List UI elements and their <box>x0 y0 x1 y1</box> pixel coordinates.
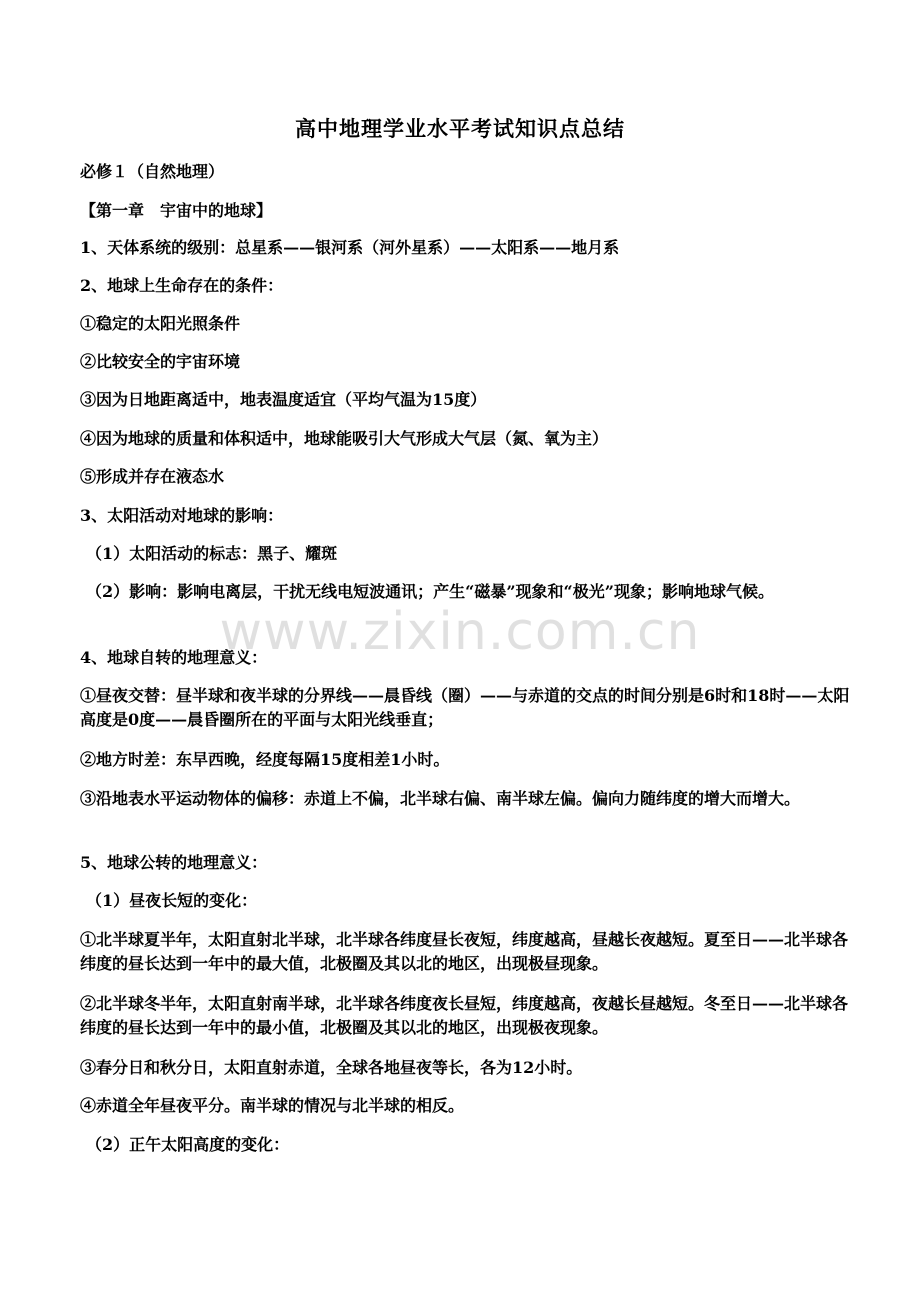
paragraph: ②比较安全的宇宙环境 <box>80 352 241 371</box>
paragraph: ③沿地表水平运动物体的偏移：赤道上不偏，北半球右偏、南半球左偏。偏向力随纬度的增大而增大。 <box>80 789 801 808</box>
paragraph: ⑤形成并存在液态水 <box>80 467 225 486</box>
paragraph: （1）太阳活动的标志：黑子、耀斑 <box>86 544 338 563</box>
paragraph: ③因为日地距离适中，地表温度适宜（平均气温为15度） <box>80 390 487 409</box>
subtitle: 必修１（自然地理） <box>80 162 225 181</box>
chapter-heading: 【第一章 宇宙中的地球】 <box>80 201 273 220</box>
paragraph: ④因为地球的质量和体积适中，地球能吸引大气形成大气层（氮、氧为主） <box>80 429 609 448</box>
paragraph: 3、太阳活动对地球的影响： <box>80 506 284 525</box>
paragraph: 1、天体系统的级别：总星系——银河系（河外星系）——太阳系——地月系 <box>80 238 620 257</box>
paragraph: （1）昼夜长短的变化： <box>86 891 258 910</box>
paragraph: ①昼夜交替：昼半球和夜半球的分界线——晨昏线（圈）——与赤道的交点的时间分别是6时和18时——太阳高度是0度——晨昏圈所在的平面与太阳光线垂直； <box>80 686 850 729</box>
paragraph: ③春分日和秋分日，太阳直射赤道，全球各地昼夜等长，各为12小时。 <box>80 1058 583 1077</box>
watermark: www.zixin.com.cn <box>219 602 701 662</box>
paragraph: 2、地球上生命存在的条件： <box>80 276 284 295</box>
page-title: 高中地理学业水平考试知识点总结 <box>295 116 625 141</box>
paragraph: ②地方时差：东早西晚，经度每隔15度相差1小时。 <box>80 750 450 769</box>
paragraph: ①稳定的太阳光照条件 <box>80 314 241 333</box>
paragraph: （2）正午太阳高度的变化： <box>86 1135 290 1154</box>
paragraph: （2）影响：影响电离层，干扰无线电短波通讯；产生“磁暴”现象和“极光”现象；影响地球气候。 <box>86 582 774 601</box>
paragraph: ①北半球夏半年，太阳直射北半球，北半球各纬度昼长夜短，纬度越高，昼越长夜越短。夏至日——北半球各纬度的昼长达到一年中的最大值，北极圈及其以北的地区，出现极昼现象。 <box>80 930 849 973</box>
paragraph: 4、地球自转的地理意义： <box>80 648 268 667</box>
paragraph: ②北半球冬半年，太阳直射南半球，北半球各纬度夜长昼短，纬度越高，夜越长昼越短。冬至日——北半球各纬度的昼长达到一年中的最小值，北极圈及其以北的地区，出现极夜现象。 <box>80 994 849 1037</box>
paragraph: ④赤道全年昼夜平分。南半球的情况与北半球的相反。 <box>80 1096 465 1115</box>
paragraph: 5、地球公转的地理意义： <box>80 853 268 872</box>
